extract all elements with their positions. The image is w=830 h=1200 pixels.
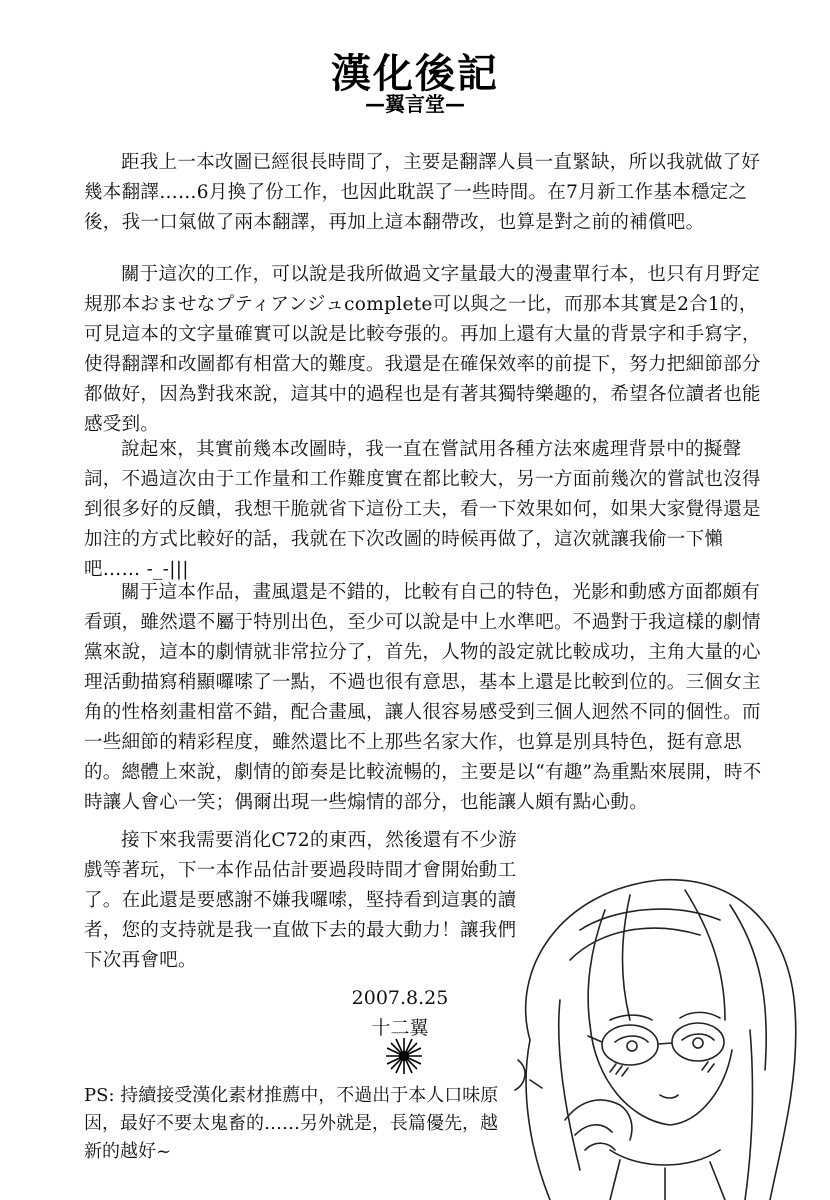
paragraph-3: 說起來，其實前幾本改圖時，我一直在嘗試用各種方法來處理背景中的擬聲詞，不過這次由于工作量和工作難度實在都比較大，另一方面前幾次的嘗試也沒得到很多好的反饋，我想干脆就省下這份工夫，看一下效果如何，如果大家覺得還是加注的方式比較好的話，我就在下次改圖的時候再做了，這次就讓我偷一下懶吧…… -_-||| [84, 439, 761, 580]
paragraph-4: 關于這本作品，畫風還是不錯的，比較有自己的特色，光影和動感方面都頗有看頭，雖然還不屬于特別出色，至少可以說是中上水準吧。不過對于我這樣的劇情黨來說，這本的劇情就非常拉分了，首先，人物的設定就比較成功，主角大量的心理活動描寫稍顯囉嗦了一點，不過也很有意思，基本上還是比較到位的。三個女主角的性格刻畫相當不錯，配合畫風，讓人很容易感受到三個人迥然不同的個性。而一些細節的精彩程度，雖然還比不上那些名家大作，也算是別具特色，挺有意思的。總體上來說，劇情的節奏是比較流暢的，主要是以“有趣”為重點來展開，時不時讓人會心一笑；偶爾出現一些煽情的部分，也能讓人頗有點心動。 [84, 582, 762, 813]
star-seal-icon [384, 1036, 424, 1076]
signature-date: 2007.8.25 [351, 987, 449, 1009]
postscript: PS: 持續接受漢化素材推薦中，不過出于本人口味原因，最好不要太鬼畜的……另外就是，長篇優先，越新的越好~ [84, 1085, 499, 1162]
page-title: 漢化後記 [331, 51, 499, 97]
group-name: —翼言堂— [365, 92, 465, 116]
signature-author: 十二翼 [371, 1017, 429, 1039]
paragraph-2: 關于這次的工作，可以說是我所做過文字量最大的漫畫單行本，也只有月野定規那本おませなプティアンジュcomplete可以與之一比，而那本其實是2合1的，可見這本的文字量確實可以說是比較夸張的。再加上還有大量的背景字和手寫字，使得翻譯和改圖都有相當大的難度。我還是在確保效率的前提下，努力把細節部分都做好，因為對我來說，這其中的過程也是有著其獨特樂趣的，希望各位讀者也能感受到。 [84, 264, 761, 435]
paragraph-1: 距我上一本改圖已經很長時間了，主要是翻譯人員一直緊缺，所以我就做了好幾本翻譯……6月換了份工作，也因此耽誤了一些時間。在7月新工作基本穩定之後，我一口氣做了兩本翻譯，再加上這本翻帶改，也算是對之前的補償吧。 [84, 152, 761, 233]
paragraph-5: 接下來我需要消化C72的東西，然後還有不少游戲等著玩，下一本作品估計要過段時間才會開始動工了。在此還是要感謝不嫌我囉嗦，堅持看到這裏的讀者，您的支持就是我一直做下去的最大動力！讓我們下次再會吧。 [84, 830, 517, 971]
girl-with-glasses-illustration [470, 850, 830, 1200]
